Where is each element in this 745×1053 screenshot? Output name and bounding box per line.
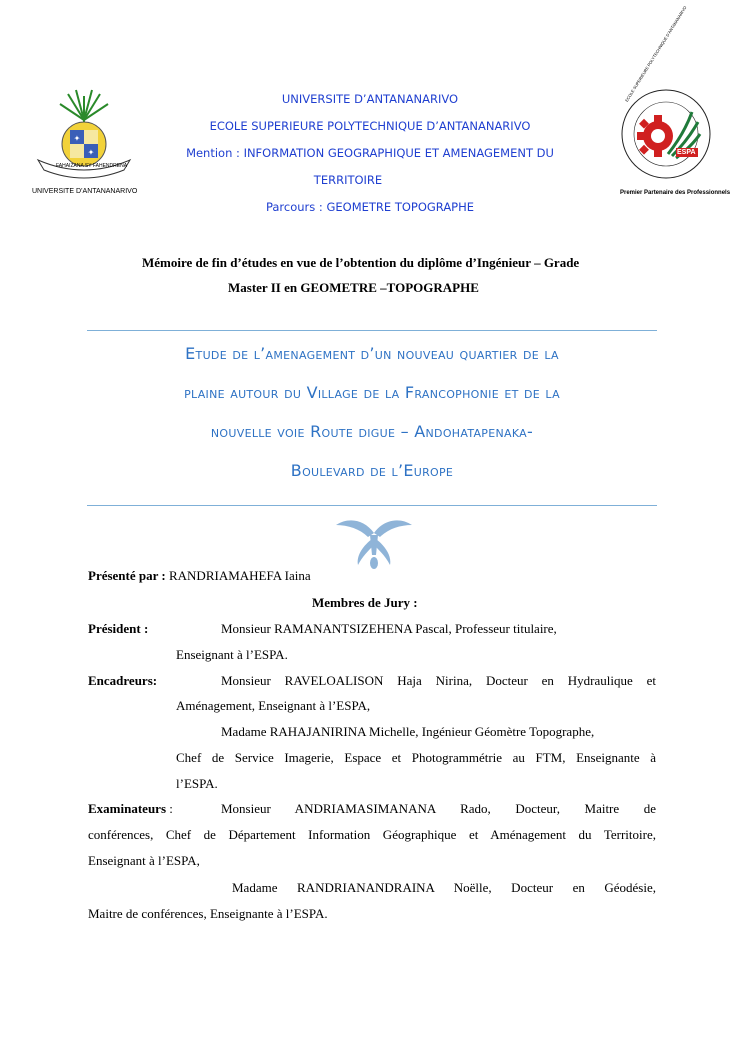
memoire-subtitle-line-1: Mémoire de fin d’études en vue de l’obtention du diplôme d’Ingénieur – Grade (142, 255, 580, 270)
title-line-4: Boulevard de l’Europe (290, 461, 454, 480)
examinateur-2-line-1: Madame RANDRIANANDRAINA Noëlle, Docteur en Géodésie, (232, 880, 656, 895)
encadreur-2-line-1: Madame RAHAJANIRINA Michelle, Ingénieur Géomètre Topographe, (221, 724, 595, 739)
examinateur-1-line-1: Monsieur ANDRIAMASIMANANA Rado, Docteur, Maitre de (221, 801, 656, 816)
university-name: UNIVERSITE D’ANTANANARIVO (281, 92, 459, 106)
svg-text:✦: ✦ (73, 134, 81, 143)
encadreur-2-line-3: l’ESPA. (176, 776, 218, 791)
university-crest-icon (32, 84, 136, 188)
encadreurs-label: Encadreurs: (88, 673, 158, 688)
espa-logo-caption: Premier Partenaire des Professionnels (620, 190, 731, 196)
title-top-rule (87, 330, 657, 331)
mention-line-1: Mention : INFORMATION GEOGRAPHIQUE ET AMENAGEMENT DU (186, 146, 554, 160)
title-line-1: Etude de l’amenagement d’un nouveau quartier de la (185, 344, 559, 363)
parcours: Parcours : GEOMETRE TOPOGRAPHE (265, 200, 475, 214)
title-line-2: plaine autour du Village de la Francophonie et de la (184, 383, 560, 402)
espa-logo (614, 5, 731, 204)
president-line-1: Monsieur RAMANANTSIZEHENA Pascal, Professeur titulaire, (221, 621, 557, 636)
presented-by-label: Présenté par : (88, 568, 166, 583)
encadreur-1-line-1: Monsieur RAVELOALISON Haja Nirina, Docteur en Hydraulique et (221, 673, 656, 688)
examinateur-2-line-2: Maitre de conférences, Enseignante à l’ESPA. (88, 906, 328, 921)
president-line-2: Enseignant à l’ESPA. (176, 647, 288, 662)
encadreur-2-line-2: Chef de Service Imagerie, Espace et Photogrammétrie au FTM, Enseignante à (176, 750, 656, 765)
examinateurs-colon: : (166, 801, 173, 816)
president-label: Président : (88, 621, 149, 636)
university-logo-caption: UNIVERSITE D’ANTANANARIVO (32, 188, 138, 195)
memoire-subtitle-line-2: Master II en GEOMETRE –TOPOGRAPHE (228, 280, 479, 295)
jury-heading: Membres de Jury : (312, 595, 418, 610)
presented-by-name: RANDRIAMAHEFA Iaina (168, 568, 311, 583)
svg-text:✦: ✦ (87, 148, 95, 157)
mention-line-2: TERRITOIRE (313, 173, 383, 187)
university-motto: FAHAIZANA SY FAHENDRENA (56, 163, 128, 169)
examinateurs-label: Examinateurs (88, 801, 166, 816)
university-logo (32, 84, 136, 200)
encadreur-1-line-2: Aménagement, Enseignant à l’ESPA, (176, 698, 371, 713)
title-bottom-rule (87, 505, 657, 506)
espa-badge: ESPA (677, 149, 696, 156)
presented-by (88, 568, 311, 584)
title-line-3: nouvelle voie Route digue – Andohatapenaka- (210, 422, 534, 441)
fleuron-ornament-icon (334, 515, 414, 570)
school-name: ECOLE SUPERIEURE POLYTECHNIQUE D’ANTANANARIVO (209, 119, 531, 133)
espa-ring-text: ECOLE SUPERIEURE POLYTECHNIQUE D’ANTANANARIVO (624, 5, 688, 103)
examinateurs-label-row (88, 801, 173, 817)
examinateur-1-line-3: Enseignant à l’ESPA, (88, 853, 200, 868)
examinateur-1-line-2: conférences, Chef de Département Information Géographique et Aménagement du Territoire, (88, 827, 656, 842)
